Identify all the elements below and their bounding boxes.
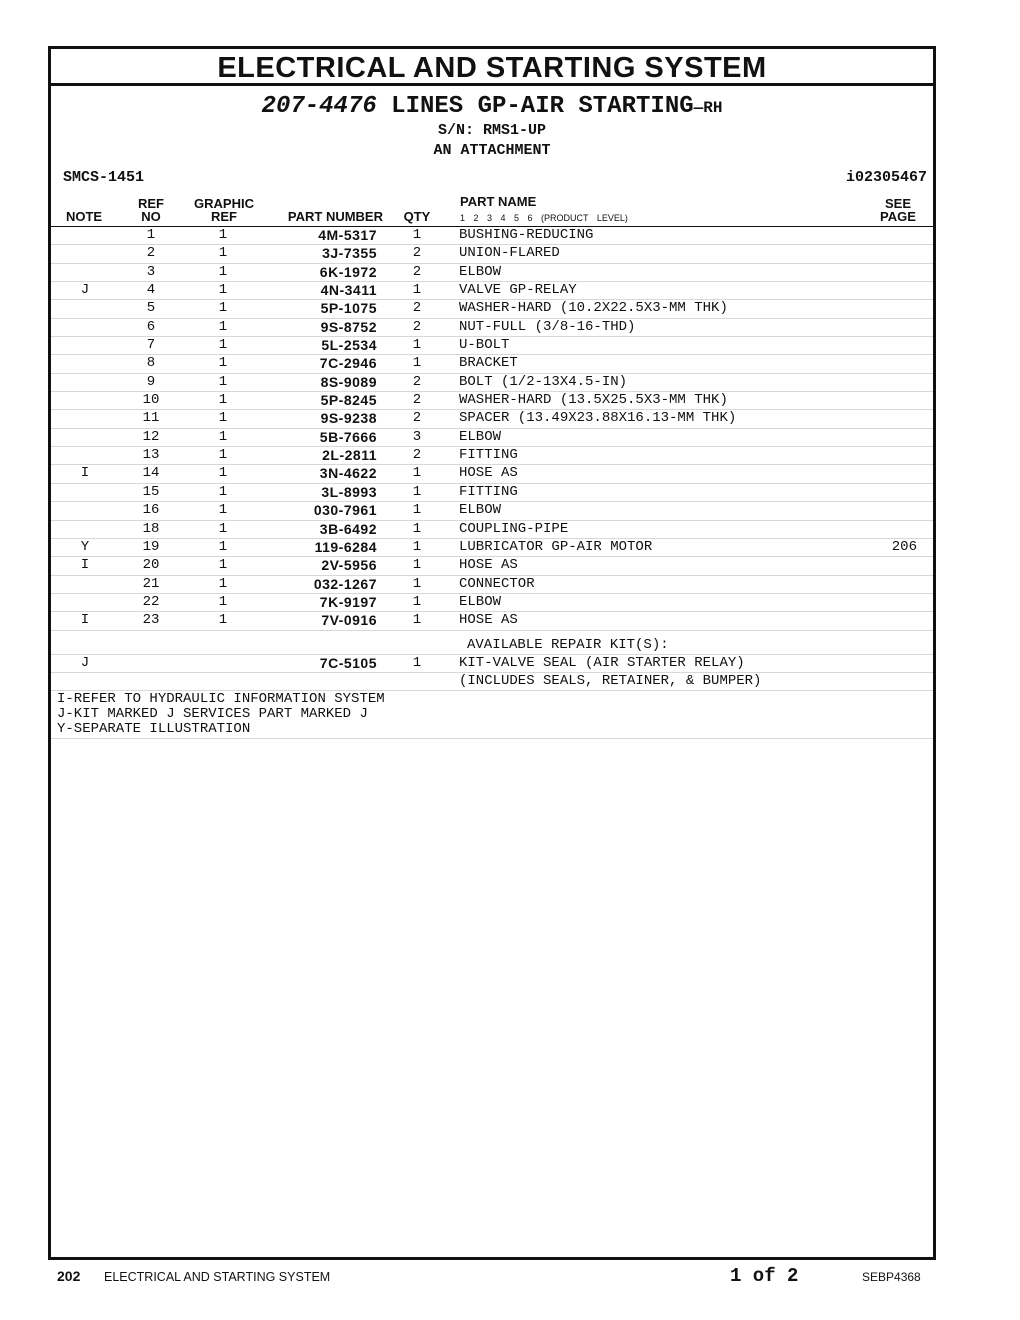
part-number: 3L-8993: [321, 483, 377, 500]
serial-number: S/N: RMS1-UP: [437, 122, 547, 139]
ref-number: 15: [142, 483, 160, 500]
document-ident: i02305467: [845, 169, 927, 186]
part-name: UNION-FLARED: [459, 245, 560, 262]
parts-list: [51, 227, 933, 631]
quantity: 1: [412, 483, 422, 500]
part-number: 030-7961: [313, 502, 377, 519]
part-number: 5P-8245: [320, 392, 377, 409]
table-row: [51, 557, 933, 575]
graphic-ref: 1: [218, 593, 228, 610]
footnotes: [51, 691, 933, 739]
col-qty: QTY: [403, 209, 431, 224]
part-number: 7V-0916: [321, 612, 377, 629]
quantity: 1: [412, 282, 422, 299]
footnote-y: Y-SEPARATE ILLUSTRATION: [57, 721, 251, 738]
quantity: 1: [412, 465, 422, 482]
graphic-ref: 1: [218, 502, 228, 519]
footnote-i: I-REFER TO HYDRAULIC INFORMATION SYSTEM: [57, 691, 385, 708]
ref-number: 8: [146, 355, 156, 372]
part-number: 3J-7355: [322, 245, 377, 262]
graphic-ref: 1: [218, 520, 228, 537]
table-row: [51, 447, 933, 465]
part-number: 4M-5317: [318, 227, 377, 243]
kit-row: [51, 655, 933, 673]
part-number: 5P-1075: [320, 300, 377, 317]
graphic-ref: 1: [218, 337, 228, 354]
col-note: NOTE: [65, 209, 103, 224]
part-name: FITTING: [459, 483, 518, 500]
graphic-ref: 1: [218, 263, 228, 280]
table-row: [51, 502, 933, 520]
quantity: 1: [412, 575, 422, 592]
table-row: [51, 282, 933, 300]
quantity: 1: [412, 227, 422, 243]
quantity: 2: [412, 245, 422, 262]
graphic-ref: 1: [218, 300, 228, 317]
part-name: VALVE GP-RELAY: [459, 282, 577, 299]
kit-heading: AVAILABLE REPAIR KIT(S):: [467, 636, 669, 653]
group-name: LINES GP-AIR STARTING: [391, 93, 694, 120]
ref-number: 6: [146, 318, 156, 335]
ref-number: 10: [142, 392, 160, 409]
part-number: 5L-2534: [321, 337, 377, 354]
col-ref-top: REF: [138, 196, 164, 211]
parts-table: [51, 227, 933, 739]
note-cell: I: [80, 612, 90, 629]
table-row: [51, 392, 933, 410]
graphic-ref: 1: [218, 465, 228, 482]
page-frame: [48, 46, 936, 1260]
table-row: [51, 319, 933, 337]
quantity: 1: [412, 538, 422, 555]
quantity: 2: [412, 300, 422, 317]
part-name: HOSE AS: [459, 557, 518, 574]
see-page: 206: [891, 538, 917, 555]
ref-number: 1: [146, 227, 156, 243]
part-name: COUPLING-PIPE: [459, 520, 569, 537]
system-title: ELECTRICAL AND STARTING SYSTEM: [51, 49, 933, 86]
ref-number: 22: [142, 593, 160, 610]
col-graphic-top: GRAPHIC: [194, 196, 254, 211]
kit-qty: 1: [412, 654, 422, 671]
note-cell: Y: [80, 538, 90, 555]
kit-detail: (INCLUDES SEALS, RETAINER, & BUMPER): [459, 672, 762, 689]
part-name: CONNECTOR: [459, 575, 535, 592]
quantity: 2: [412, 263, 422, 280]
attachment-label: AN ATTACHMENT: [433, 142, 551, 159]
part-name: WASHER-HARD (10.2X22.5X3-MM THK): [459, 300, 728, 317]
graphic-ref: 1: [218, 447, 228, 464]
table-row: [51, 594, 933, 612]
quantity: 1: [412, 612, 422, 629]
graphic-ref: 1: [218, 318, 228, 335]
page-of: 1 of 2: [730, 1265, 799, 1287]
part-name: FITTING: [459, 447, 518, 464]
ref-number: 21: [142, 575, 160, 592]
ref-number: 2: [146, 245, 156, 262]
part-number: 9S-9238: [320, 410, 377, 427]
ref-number: 19: [142, 538, 160, 555]
ref-number: 3: [146, 263, 156, 280]
kit-heading-row: [51, 631, 933, 655]
ref-number: 14: [142, 465, 160, 482]
quantity: 2: [412, 392, 422, 409]
part-name: NUT-FULL (3/8-16-THD): [459, 318, 636, 335]
ref-number: 5: [146, 300, 156, 317]
table-row: [51, 227, 933, 245]
part-name: ELBOW: [459, 263, 502, 280]
table-row: [51, 337, 933, 355]
col-see-bottom: PAGE: [880, 209, 916, 224]
graphic-ref: 1: [218, 282, 228, 299]
part-number: 7K-9197: [319, 593, 377, 610]
part-name: WASHER-HARD (13.5X25.5X3-MM THK): [459, 392, 728, 409]
group-suffix: —RH: [693, 99, 723, 117]
col-part-number: PART NUMBER: [287, 209, 383, 224]
col-product-levels: 1 2 3 4 5 6 (PRODUCT LEVEL): [460, 213, 628, 223]
col-part-name: PART NAME: [460, 194, 537, 209]
quantity: 3: [412, 428, 422, 445]
graphic-ref: 1: [218, 483, 228, 500]
col-ref-bottom: NO: [141, 209, 161, 224]
table-row: [51, 484, 933, 502]
table-row: [51, 429, 933, 447]
ref-number: 12: [142, 428, 160, 445]
graphic-ref: 1: [218, 373, 228, 390]
smcs-code: SMCS-1451: [63, 169, 145, 186]
ref-number: 9: [146, 373, 156, 390]
ref-number: 13: [142, 447, 160, 464]
quantity: 1: [412, 502, 422, 519]
graphic-ref: 1: [218, 575, 228, 592]
part-number: 3B-6492: [319, 520, 377, 537]
graphic-ref: 1: [218, 392, 228, 409]
col-see-top: SEE: [884, 196, 911, 211]
quantity: 2: [412, 447, 422, 464]
table-row: [51, 300, 933, 318]
part-name: HOSE AS: [459, 465, 518, 482]
quantity: 1: [412, 557, 422, 574]
part-number: 7C-2946: [319, 355, 377, 372]
table-row: [51, 410, 933, 428]
part-name: BOLT (1/2-13X4.5-IN): [459, 373, 628, 390]
note-cell: I: [80, 557, 90, 574]
document-id: SEBP4368: [862, 1270, 921, 1284]
table-row: [51, 264, 933, 282]
part-name: U-BOLT: [459, 337, 510, 354]
quantity: 1: [412, 593, 422, 610]
part-number: 2L-2811: [322, 447, 377, 464]
graphic-ref: 1: [218, 428, 228, 445]
part-name: ELBOW: [459, 593, 502, 610]
table-row: [51, 245, 933, 263]
part-number: 4N-3411: [320, 282, 377, 299]
part-number: 119-6284: [314, 538, 377, 555]
graphic-ref: 1: [218, 538, 228, 555]
page-footer: [0, 1262, 1020, 1292]
footer-section: ELECTRICAL AND STARTING SYSTEM: [104, 1270, 331, 1284]
kit-detail-row: [51, 673, 933, 691]
page-number: 202: [57, 1268, 81, 1284]
part-name: LUBRICATOR GP-AIR MOTOR: [459, 538, 653, 555]
table-row: [51, 539, 933, 557]
quantity: 1: [412, 355, 422, 372]
part-name: BUSHING-REDUCING: [459, 227, 594, 243]
table-row: [51, 355, 933, 373]
part-name: ELBOW: [459, 502, 502, 519]
part-number: 3N-4622: [319, 465, 377, 482]
table-row: [51, 612, 933, 630]
part-name: HOSE AS: [459, 612, 518, 629]
part-number: 5B-7666: [319, 428, 377, 445]
table-row: [51, 521, 933, 539]
part-name: SPACER (13.49X23.88X16.13-MM THK): [459, 410, 737, 427]
part-number: 032-1267: [313, 575, 377, 592]
graphic-ref: 1: [218, 557, 228, 574]
part-name: ELBOW: [459, 428, 502, 445]
quantity: 2: [412, 318, 422, 335]
group-number: 207-4476: [261, 93, 377, 120]
ref-number: 20: [142, 557, 160, 574]
ref-number: 11: [142, 410, 160, 427]
ref-number: 4: [146, 282, 156, 299]
group-title: [51, 93, 933, 120]
ref-number: 18: [142, 520, 160, 537]
ref-number: 16: [142, 502, 160, 519]
graphic-ref: 1: [218, 355, 228, 372]
ref-number: 7: [146, 337, 156, 354]
note-cell: J: [80, 282, 90, 299]
part-number: 2V-5956: [321, 557, 377, 574]
graphic-ref: 1: [218, 410, 228, 427]
kit-part-number: 7C-5105: [319, 654, 377, 671]
graphic-ref: 1: [218, 227, 228, 243]
graphic-ref: 1: [218, 245, 228, 262]
quantity: 2: [412, 373, 422, 390]
part-number: 6K-1972: [319, 263, 377, 280]
col-graphic-bottom: REF: [211, 209, 237, 224]
ref-number: 23: [142, 612, 160, 629]
table-row: [51, 374, 933, 392]
footnote-j: J-KIT MARKED J SERVICES PART MARKED J: [57, 706, 368, 723]
graphic-ref: 1: [218, 612, 228, 629]
part-number: 8S-9089: [320, 373, 377, 390]
table-row: [51, 576, 933, 594]
part-name: BRACKET: [459, 355, 518, 372]
note-cell: I: [80, 465, 90, 482]
part-number: 9S-8752: [320, 318, 377, 335]
quantity: 1: [412, 520, 422, 537]
quantity: 1: [412, 337, 422, 354]
kit-name: KIT-VALVE SEAL (AIR STARTER RELAY): [459, 654, 745, 671]
table-row: [51, 465, 933, 483]
quantity: 2: [412, 410, 422, 427]
kit-note: J: [80, 654, 90, 671]
